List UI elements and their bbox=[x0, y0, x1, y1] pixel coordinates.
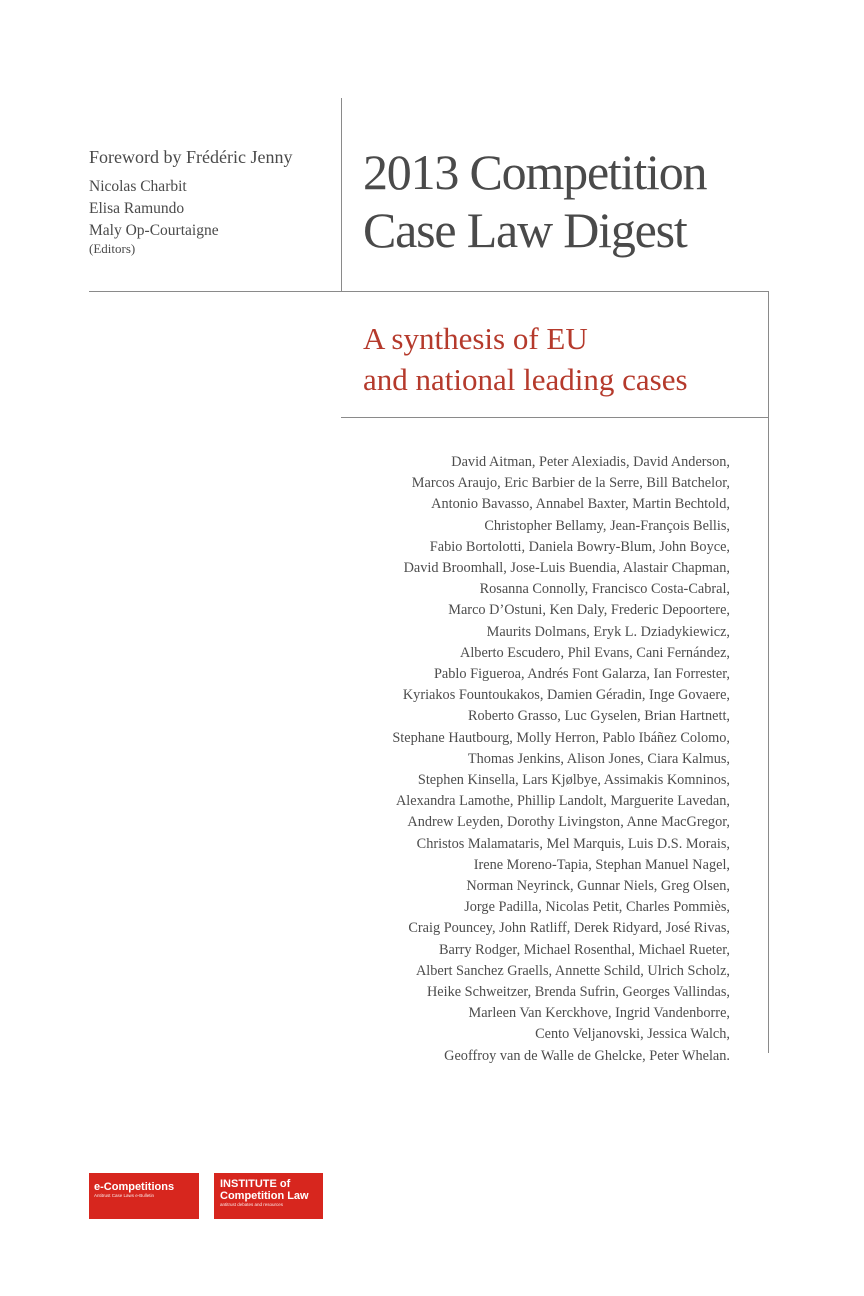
contributor-line: Andrew Leyden, Dorothy Livingston, Anne MacGregor, bbox=[407, 814, 730, 831]
contributor-line: Heike Schweitzer, Brenda Sufrin, Georges Vallindas, bbox=[426, 984, 730, 1001]
title-line: 2013 Competition bbox=[363, 144, 707, 200]
contributor-line: Norman Neyrinck, Gunnar Niels, Greg Olsen, bbox=[466, 878, 730, 895]
contributor-line: Alexandra Lamothe, Phillip Landolt, Marguerite Lavedan, bbox=[395, 793, 730, 810]
contributor-line: Fabio Bortolotti, Daniela Bowry-Blum, John Boyce, bbox=[429, 538, 730, 555]
vertical-rule-right bbox=[768, 291, 769, 417]
contributor-line: Cento Veljanovski, Jessica Walch, bbox=[535, 1026, 730, 1043]
contributor-line: Irene Moreno-Tapia, Stephan Manuel Nagel, bbox=[473, 856, 730, 873]
contributor-line: David Broomhall, Jose-Luis Buendia, Alastair Chapman, bbox=[403, 560, 730, 577]
contributor-line: Stephane Hautbourg, Molly Herron, Pablo Ibáñez Colomo, bbox=[392, 729, 730, 746]
contributor-line: Stephen Kinsella, Lars Kjølbye, Assimakis Komninos, bbox=[417, 772, 730, 789]
contributor-line: Antonio Bavasso, Annabel Baxter, Martin Bechtold, bbox=[431, 496, 730, 513]
contributor-line: Alberto Escudero, Phil Evans, Cani Fernández, bbox=[460, 644, 730, 661]
logo-tagline: antitrust debates and resources bbox=[220, 1202, 284, 1207]
contributor-line: David Aitman, Peter Alexiadis, David Anderson, bbox=[451, 454, 730, 470]
contributor-line: Maurits Dolmans, Eryk L. Dziadykiewicz, bbox=[486, 623, 730, 640]
subtitle-line: and national leading cases bbox=[363, 362, 688, 397]
book-subtitle bbox=[363, 318, 688, 400]
editor-name: Nicolas Charbit bbox=[89, 178, 187, 195]
logo-name: e-Competitions bbox=[94, 1181, 175, 1193]
logo-name-line1: INSTITUTE of bbox=[220, 1178, 291, 1190]
vertical-rule-contributors bbox=[768, 417, 769, 1053]
contributor-line: Geoffroy van de Walle de Ghelcke, Peter Whelan. bbox=[444, 1047, 730, 1064]
contributor-line: Christos Malamataris, Mel Marquis, Luis D.S. Morais, bbox=[416, 835, 730, 852]
contributor-line: Rosanna Connolly, Francisco Costa-Cabral, bbox=[479, 581, 730, 598]
title-line: Case Law Digest bbox=[363, 202, 687, 258]
horizontal-rule-middle bbox=[341, 417, 769, 418]
editor-name: Maly Op-Courtaigne bbox=[89, 222, 219, 239]
contributor-line: Marco D’Ostuni, Ken Daly, Frederic Depoortere, bbox=[448, 602, 730, 619]
editors-list bbox=[89, 176, 219, 256]
institute-of-competition-law-logo bbox=[214, 1173, 323, 1219]
logo-name-line2: Competition Law bbox=[220, 1190, 309, 1202]
contributor-line: Marcos Araujo, Eric Barbier de la Serre, Bill Batchelor, bbox=[411, 475, 730, 492]
e-competitions-logo bbox=[89, 1173, 199, 1219]
logo-tagline: Antitrust Case Laws e-Bulletin bbox=[94, 1193, 155, 1198]
horizontal-rule-top bbox=[89, 291, 769, 292]
contributor-line: Craig Pouncey, John Ratliff, Derek Ridyard, José Rivas, bbox=[408, 920, 730, 937]
contributor-line: Thomas Jenkins, Alison Jones, Ciara Kalmus, bbox=[467, 750, 730, 767]
contributor-line: Albert Sanchez Graells, Annette Schild, Ulrich Scholz, bbox=[415, 962, 730, 979]
contributors-list bbox=[310, 452, 730, 1067]
vertical-rule-top bbox=[341, 98, 342, 291]
contributor-line: Pablo Figueroa, Andrés Font Galarza, Ian Forrester, bbox=[433, 666, 730, 683]
contributor-line: Jorge Padilla, Nicolas Petit, Charles Pommiès, bbox=[464, 899, 730, 916]
subtitle-line: A synthesis of EU bbox=[363, 321, 588, 356]
editor-name: Elisa Ramundo bbox=[89, 200, 185, 217]
contributor-line: Barry Rodger, Michael Rosenthal, Michael Rueter, bbox=[438, 941, 730, 958]
contributor-line: Kyriakos Fountoukakos, Damien Géradin, Inge Govaere, bbox=[402, 687, 730, 704]
editors-role: (Editors) bbox=[89, 241, 136, 256]
contributor-line: Christopher Bellamy, Jean-François Bellis, bbox=[484, 517, 730, 534]
foreword-credit: Foreword by Frédéric Jenny bbox=[89, 147, 293, 167]
contributor-line: Roberto Grasso, Luc Gyselen, Brian Hartnett, bbox=[467, 708, 730, 725]
book-title bbox=[363, 143, 706, 259]
contributor-line: Marleen Van Kerckhove, Ingrid Vandenborre, bbox=[468, 1005, 730, 1022]
